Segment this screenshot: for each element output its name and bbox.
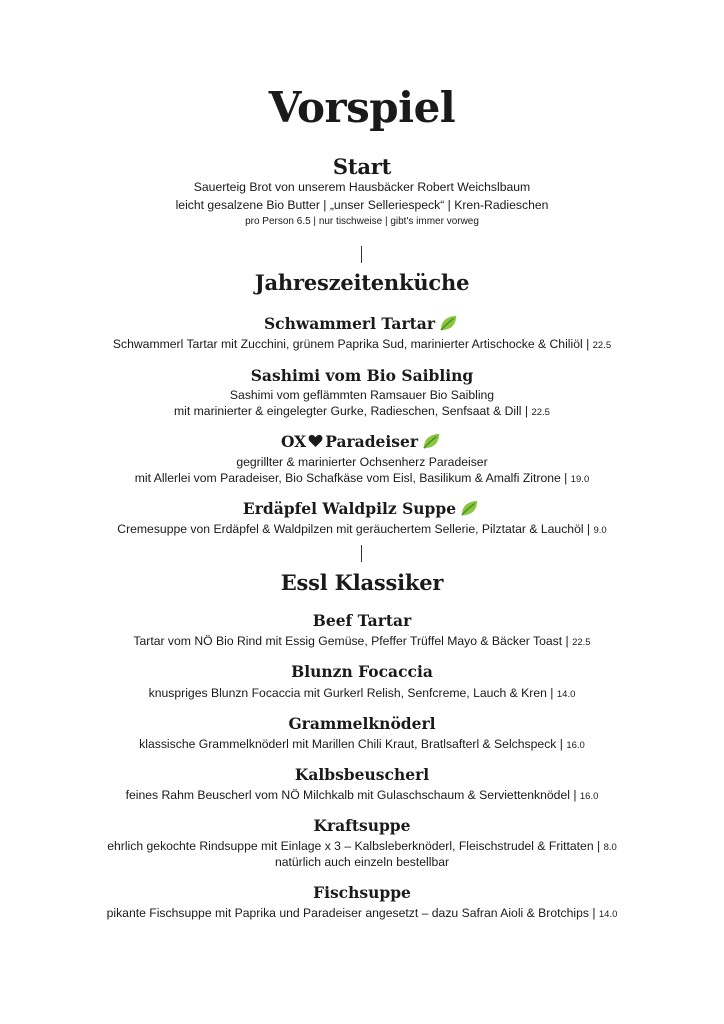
dish-name [0, 365, 724, 387]
dish-description: Sashimi vom geflämmten Ramsauer Bio Saibling [229, 388, 495, 402]
dish-price: 8.0 [603, 842, 617, 853]
dish-description: Tartar vom NÖ Bio Rind mit Essig Gemüse, Pfeffer Trüffel Mayo & Bäcker Toast | 22.5 [133, 634, 591, 648]
dish-name: Beef Tartar [312, 611, 412, 630]
dish-description: ehrlich gekochte Rindsuppe mit Einlage x 3 – Kalbsleberknöderl, Fleischstrudel & Frittaten | 8.0 [107, 839, 617, 853]
start-heading: Start [332, 154, 392, 179]
seasonal-heading: Jahreszeitenküche [254, 270, 470, 295]
dish-title: Paradeiser [325, 432, 419, 451]
dish-description: Schwammerl Tartar mit Zucchini, grünem Paprika Sud, marinierter Artischocke & Chiliöl | 22.5 [112, 337, 612, 351]
dish-name: Grammelknöderl [288, 714, 436, 733]
dish-description: Cremesuppe von Erdäpfel & Waldpilzen mit geräuchertem Sellerie, Pilztatar & Lauchöl | 9.0 [117, 522, 607, 536]
dish-description: knuspriges Blunzn Focaccia mit Gurkerl Relish, Senfcreme, Lauch & Kren | 14.0 [148, 686, 576, 700]
page-title: Vorspiel [268, 83, 456, 132]
dish-name [0, 313, 724, 335]
start-line-2: leicht gesalzene Bio Butter | „unser Selleriespeck“ | Kren-Radieschen [175, 198, 549, 212]
dish-name: Kraftsuppe [313, 816, 411, 835]
dish-price: 14.0 [598, 909, 618, 920]
leaf-icon [438, 314, 460, 332]
dish-title: Erdäpfel Waldpilz Suppe [242, 499, 457, 518]
dish-title: Sashimi vom Bio Saibling [250, 366, 474, 385]
dish-price: 22.5 [572, 637, 591, 648]
start-note: pro Person 6.5 | nur tischweise | gibt's immer vorweg [245, 216, 479, 227]
start-line-1: Sauerteig Brot von unserem Hausbäcker Robert Weichslbaum [193, 180, 531, 194]
dish-description: gegrillter & marinierter Ochsenherz Paradeiser [236, 455, 488, 469]
dish-price: 9.0 [593, 525, 607, 536]
leaf-icon [421, 432, 443, 450]
divider [361, 246, 362, 263]
dish-name: Kalbsbeuscherl [294, 765, 430, 784]
dish-name: Blunzn Focaccia [291, 662, 433, 681]
dish-price: 16.0 [566, 740, 585, 751]
dish-price: 19.0 [570, 474, 590, 485]
dish-price: 22.5 [592, 340, 612, 351]
dish-name: Fischsuppe [313, 883, 411, 902]
dish-description: feines Rahm Beuscherl vom NÖ Milchkalb mit Gulaschschaum & Serviettenknödel | 16.0 [125, 788, 599, 802]
dish-description: mit Allerlei vom Paradeiser, Bio Schafkäse vom Eisl, Basilikum & Amalfi Zitrone | 19.0 [134, 471, 590, 485]
heart-icon [308, 434, 323, 448]
dish-description: klassische Grammelknöderl mit Marillen Chili Kraut, Bratlsafterl & Selchspeck | 16.0 [139, 737, 585, 751]
dish-price: 16.0 [579, 791, 599, 802]
dish-name [0, 431, 724, 453]
dish-price: 14.0 [556, 689, 576, 700]
divider [361, 545, 362, 562]
dish-price: 22.5 [531, 407, 550, 418]
classics-heading: Essl Klassiker [280, 570, 444, 595]
dish-description: natürlich auch einzeln bestellbar [274, 855, 450, 869]
dish-title: Schwammerl Tartar [263, 314, 436, 333]
dish-description: mit marinierter & eingelegter Gurke, Radieschen, Senfsaat & Dill | 22.5 [174, 404, 550, 418]
dish-description: pikante Fischsuppe mit Paprika und Paradeiser angesetzt – dazu Safran Aioli & Brotchips | 14.0 [106, 906, 618, 920]
dish-title: OX [280, 432, 307, 451]
dish-name [0, 498, 724, 520]
leaf-icon [459, 499, 481, 517]
